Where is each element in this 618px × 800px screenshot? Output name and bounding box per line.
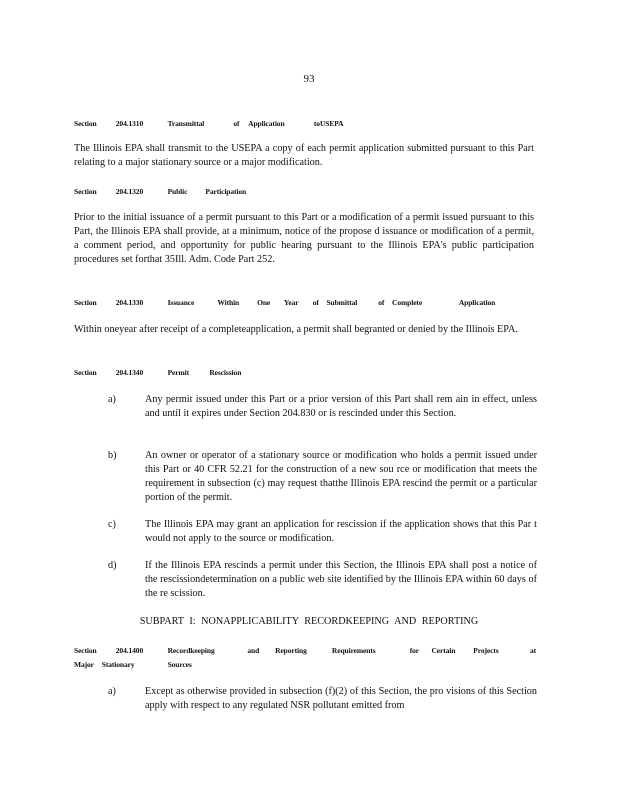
list-item-label: c) xyxy=(108,519,116,530)
list-item-text: If the Illinois EPA rescinds a permit under this Section, the Illinois EPA shall post a notice of the rescissiondetermination on a public web site identified by the Illinois EPA within 60 days of the re scission. xyxy=(145,560,537,599)
section-1400-heading: Section 204.1400 Recordkeeping and Reporting Requirements for Certain Projects at xyxy=(74,646,537,655)
section-1310-body: The Illinois EPA shall transmit to the USEPA a copy of each permit application submitted pursuant to this Part relating to a major stationary source or a major modification. xyxy=(74,143,534,168)
list-item-text: Any permit issued under this Part or a prior version of this Part shall rem ain in effect, unless and until it expires under Section 204.830 or is rescinded under this Section. xyxy=(145,394,537,419)
list-item-label: a) xyxy=(108,394,116,405)
list-item-label: b) xyxy=(108,450,117,461)
section-1320-body: Prior to the initial issuance of a permit pursuant to this Part or a modification of a permit issued pursuant to this Part, the Illinois EPA shall provide, at a minimum, notice of the propose d issuance or modification of a permit, a comment period, and opportunity for public hearing pursuant to the Illinois EPA's public participation procedures set forthat 35Ill. Adm. Code Part 252. xyxy=(74,212,534,265)
page-number: 93 xyxy=(303,73,315,85)
section-1320-heading: Section 204.1320 Public Participation xyxy=(74,187,247,196)
subpart-heading: SUBPART I: NONAPPLICABILITY RECORDKEEPING AND REPORTING xyxy=(139,616,479,627)
list-item-label: a) xyxy=(108,686,116,697)
section-1340-heading: Section 204.1340 Permit Rescission xyxy=(74,368,242,377)
list-item-text: The Illinois EPA may grant an application for rescission if the application shows that this Par t would not apply to the source or modification. xyxy=(145,519,537,544)
section-1400-heading-line2: Major Stationary Sources xyxy=(74,660,192,669)
section-1310-heading: Section 204.1310 Transmittal of Application toUSEPA xyxy=(74,119,344,128)
section-1330-heading: Section 204.1330 Issuance Within One Year of Submittal of Complete Application xyxy=(74,298,496,307)
section-1330-body: Within oneyear after receipt of a completeapplication, a permit shall begranted or denied by the Illinois EPA. xyxy=(74,324,518,335)
list-item-text: Except as otherwise provided in subsection (f)(2) of this Section, the pro visions of this Section apply with respect to any regulated NSR pollutant emitted from xyxy=(145,686,537,711)
list-item-label: d) xyxy=(108,560,117,571)
list-item-text: An owner or operator of a stationary source or modification who holds a permit issued under this Part or 40 CFR 52.21 for the construction of a new sou rce or modification that meets the requirement in subsection (c) may request thatthe Illinois EPA rescind the permit or a particular portion of the permit. xyxy=(145,450,537,503)
